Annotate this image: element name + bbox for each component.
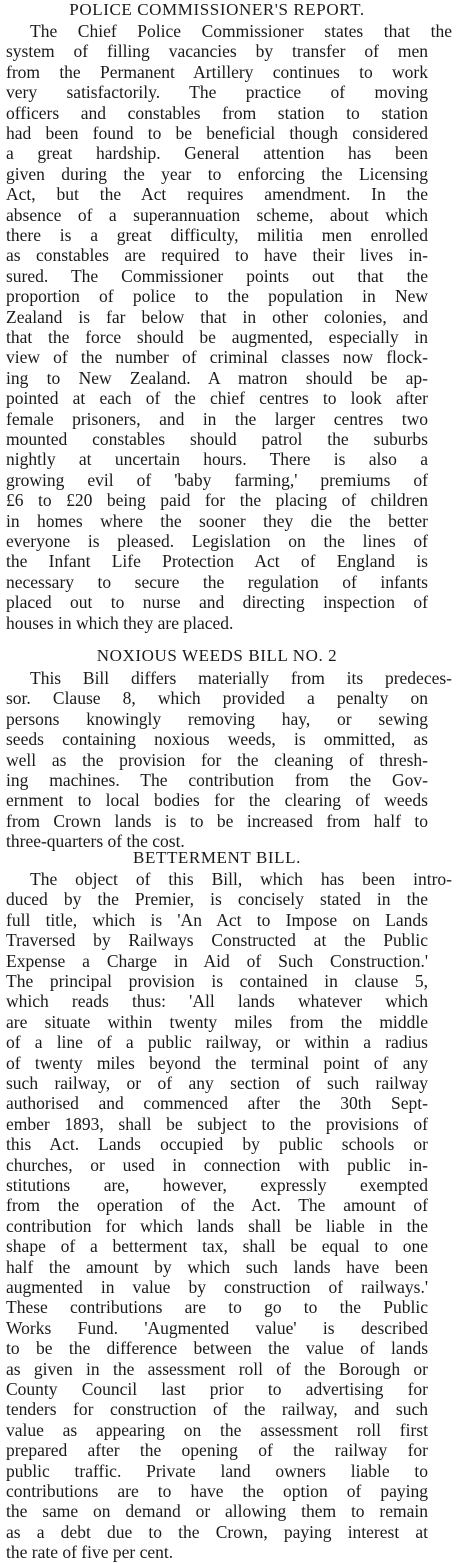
text-line: stitutions are, however, expressly exempted — [6, 1175, 428, 1195]
text-line: tenders for construction of the railway, and such — [6, 1399, 428, 1420]
text-line: in homes where the sooner they die the better — [6, 510, 428, 531]
text-line: ing machines. The contribution from the Gov- — [6, 770, 428, 790]
text-line: from Crown lands is to be increased from half to — [6, 810, 428, 831]
text-line: Works Fund. 'Augmented value' is described — [6, 1317, 428, 1338]
text-line: half the amount by which such lands have been — [6, 1256, 428, 1277]
text-line: placed out to nurse and directing inspection of — [6, 592, 428, 613]
text-line: mounted constables should patrol the suburbs — [6, 429, 428, 449]
text-line: augmented in value by construction of railways.' — [6, 1277, 428, 1297]
text-line: such railway, or of any section of such railway — [6, 1073, 428, 1093]
text-line: system of filling vacancies by transfer of men — [6, 41, 428, 62]
text-line: a great hardship. General attention has been — [6, 143, 428, 164]
text-line: this Act. Lands occupied by public schools or — [6, 1134, 428, 1155]
text-line: Expense a Charge in Aid of Such Construction.' — [6, 950, 428, 971]
text-line: full title, which is 'An Act to Impose on Lands — [6, 909, 428, 930]
text-line: as a debt due to the Crown, paying interest at — [6, 1521, 428, 1542]
text-line: which reads thus: 'All lands whatever which — [6, 991, 428, 1012]
text-line: from the Permanent Artillery continues to work — [6, 61, 428, 82]
text-line: officers and constables from station to station — [6, 102, 428, 123]
text-line: duced by the Premier, is concisely stated in the — [6, 889, 428, 910]
text-line: female prisoners, and in the larger centres two — [6, 408, 428, 429]
text-line: given during the year to enforcing the Licensing — [6, 163, 428, 184]
text-line: These contributions are to go to the Public — [6, 1297, 428, 1318]
text-line: ernment to local bodies for the clearing of weeds — [6, 790, 428, 811]
text-line: are situate within twenty miles from the middle — [6, 1011, 428, 1032]
text-line: The object of this Bill, which has been intro- — [30, 869, 452, 889]
text-line: proportion of police to the population in New — [6, 286, 428, 307]
text-line: absence of a superannuation scheme, about which — [6, 204, 428, 225]
text-line: that the force should be augmented, especially in — [6, 327, 428, 347]
text-line: ember 1893, shall be subject to the provisions of — [6, 1113, 428, 1134]
betterment-bill-heading: BETTERMENT BILL. — [133, 848, 301, 867]
text-line: view of the number of criminal classes now flock- — [6, 347, 428, 368]
text-line: churches, or used in connection with public in- — [6, 1154, 428, 1175]
text-line: sor. Clause 8, which provided a penalty on — [6, 688, 428, 709]
text-line: the rate of five per cent. — [6, 1542, 174, 1563]
text-line: very satisfactorily. The practice of moving — [6, 82, 428, 103]
text-line: of a line of a public railway, or within a radius — [6, 1032, 428, 1053]
text-line: authorised and commenced after the 30th Sept- — [6, 1093, 428, 1114]
text-line: County Council last prior to advertising for — [6, 1379, 428, 1399]
text-line: prepared after the opening of the railway for — [6, 1440, 428, 1461]
text-line: pointed at each of the chief centres to look after — [6, 388, 428, 409]
text-line: as given in the assessment roll of the Borough or — [6, 1358, 428, 1379]
text-line: the Infant Life Protection Act of England is — [6, 551, 428, 572]
text-line: houses in which they are placed. — [6, 612, 234, 633]
text-line: seeds containing noxious weeds, is ommitted, as — [6, 729, 428, 750]
text-line: sured. The Commissioner points out that the — [6, 265, 428, 286]
police-report-heading: POLICE COMMISSIONER'S REPORT. — [69, 0, 365, 19]
text-line: ing to New Zealand. A matron should be ap- — [6, 367, 428, 388]
text-line: contribution for which lands shall be liable in the — [6, 1215, 428, 1236]
text-line: three-quarters of the cost. — [6, 831, 185, 852]
text-line: from the operation of the Act. The amount of — [6, 1195, 428, 1216]
text-line: had been found to be beneficial though considered — [6, 123, 428, 143]
text-line: value as appearing on the assessment roll first — [6, 1419, 428, 1440]
text-line: £6 to £20 being paid for the placing of children — [6, 490, 428, 511]
text-line: to be the difference between the value of lands — [6, 1338, 428, 1359]
text-line: The Chief Police Commissioner states that the — [30, 21, 452, 41]
text-line: nightly at uncertain hours. There is also a — [6, 449, 428, 470]
text-line: growing evil of 'baby farming,' premiums of — [6, 469, 428, 490]
text-line: Act, but the Act requires amendment. In the — [6, 184, 428, 205]
noxious-weeds-bill-heading: NOXIOUS WEEDS BILL NO. 2 — [96, 646, 338, 665]
text-line: the same on demand or allowing them to remain — [6, 1501, 428, 1522]
text-line: well as the provision for the cleaning of thresh- — [6, 749, 428, 770]
text-line: necessary to secure the regulation of infants — [6, 571, 428, 592]
text-line: persons knowingly removing hay, or sewing — [6, 708, 428, 729]
text-line: contributions are to have the option of paying — [6, 1481, 428, 1501]
text-line: as constables are required to have their lives in- — [6, 245, 428, 266]
text-line: there is a great difficulty, militia men enrolled — [6, 225, 428, 245]
text-line: shape of a betterment tax, shall be equal to one — [6, 1236, 428, 1257]
text-line: The principal provision is contained in clause 5, — [6, 971, 428, 991]
text-line: Zealand is far below that in other colonies, and — [6, 306, 428, 327]
text-line: of twenty miles beyond the terminal point of any — [6, 1052, 428, 1073]
text-line: Traversed by Railways Constructed at the Public — [6, 930, 428, 951]
text-line: public traffic. Private land owners liable to — [6, 1460, 428, 1481]
text-line: This Bill differs materially from its predeces- — [30, 668, 452, 688]
text-line: everyone is pleased. Legislation on the lines of — [6, 531, 428, 551]
